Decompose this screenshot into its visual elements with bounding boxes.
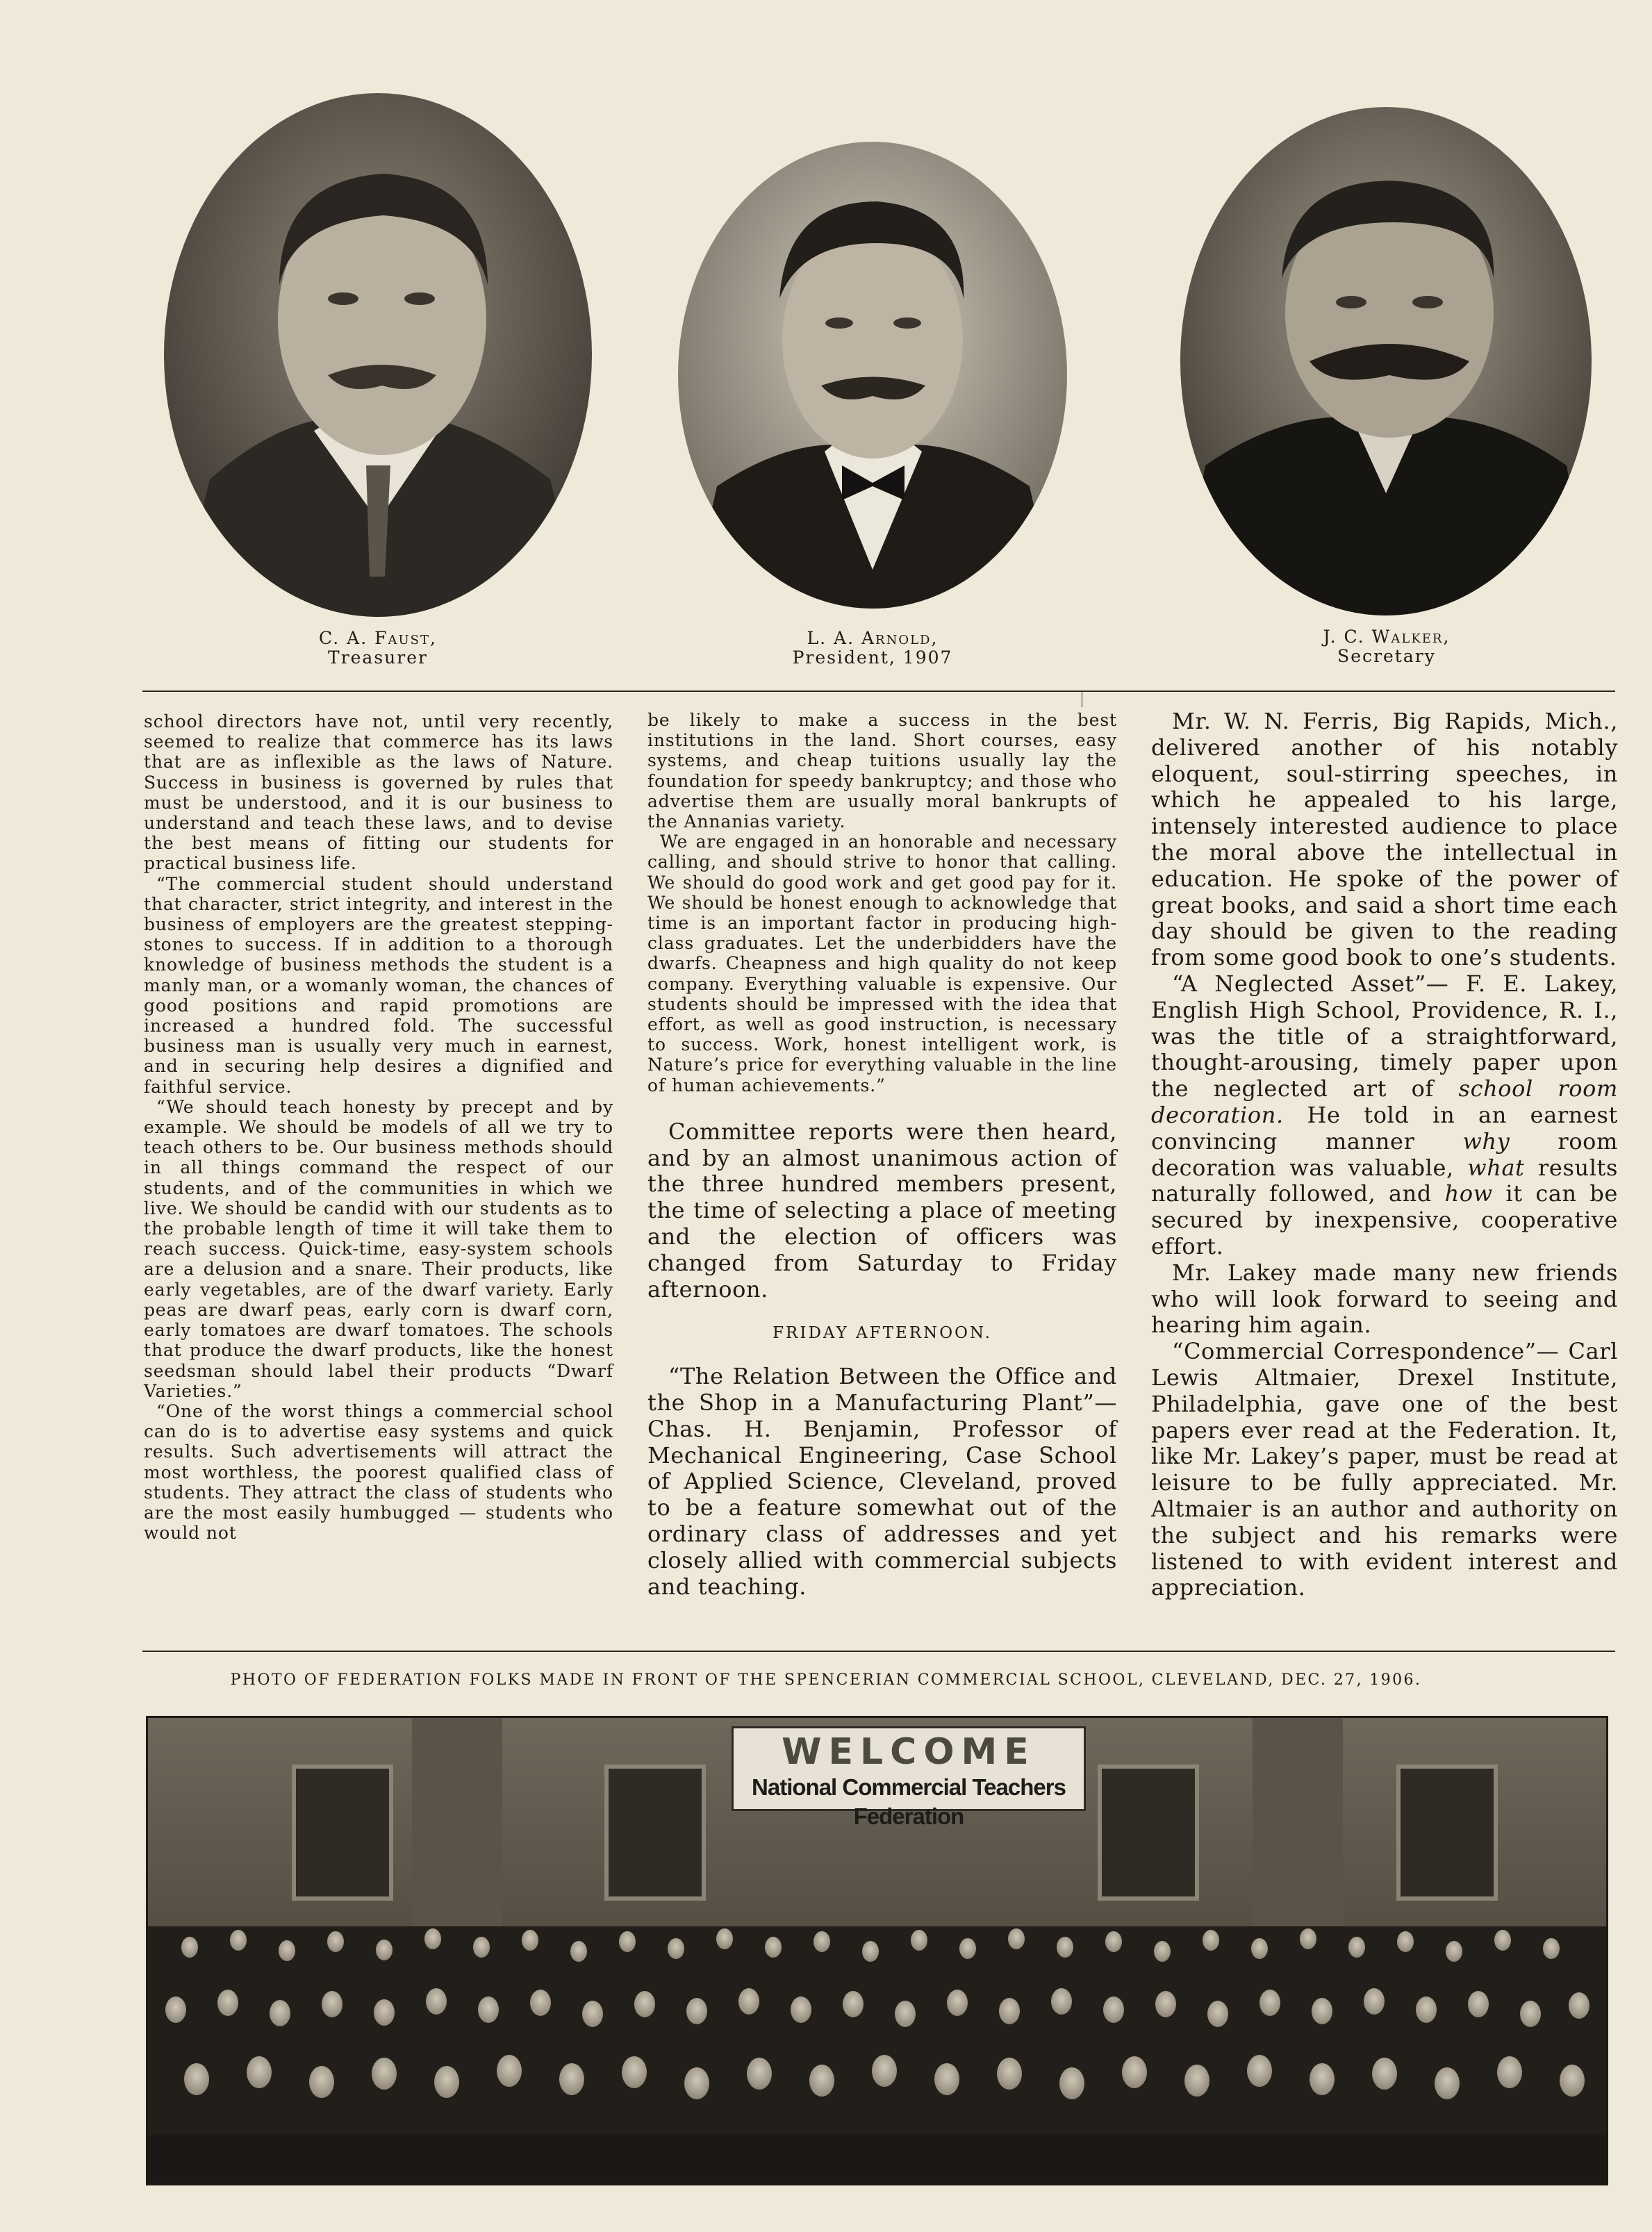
article-column-2 — [647, 710, 1117, 1600]
portrait-photo-faust — [161, 90, 595, 620]
portrait-name: L. A. Arnold, — [807, 628, 939, 648]
welcome-banner — [732, 1726, 1086, 1829]
caption-walker — [1248, 627, 1526, 666]
paragraph: Committee reports were then heard, and by an almost unanimous action of the three hundred members present, the time of selecting a place of meeting and the election of officers was changed from Saturday to Friday afternoon. — [647, 1118, 1117, 1303]
group-photo — [146, 1716, 1608, 2185]
paragraph: “The Relation Between the Office and the Shop in a Manufacturing Plant”— Chas. H. Benjamin, Professor of Mechanical Engineering, Case School of Applied Science, Cleveland, proved to be a feature somewhat out of the ordinary class of addresses and yet closely allied with commercial subjects and teaching. — [647, 1363, 1117, 1600]
paragraph: Mr. Lakey made many new friends who will look forward to seeing and hearing him again. — [1151, 1259, 1618, 1339]
portrait-title: Treasurer — [328, 647, 428, 668]
paragraph: be likely to make a success in the best institutions in the land. Short courses, easy systems, and cheap tuitions usually lay the foundation for speedy bankruptcy; and those who advertise them are usually moral bankrupts of the Annanias variety. — [647, 710, 1117, 832]
portrait-photo-arnold — [675, 139, 1070, 611]
portrait-title: Secretary — [1337, 646, 1436, 666]
photo-rule — [142, 1651, 1615, 1652]
banner-welcome-text: WELCOME — [782, 1731, 1036, 1773]
paragraph: We are engaged in an honorable and necessary calling, and should strive to honor that calling. We should do good work and get good pay for it. We should be honest enough to acknowledge that time is an important factor in producing high-class graduates. Let the underbidders have the dwarfs. Cheapness and high quality do not keep company. Everything valuable is expensive. Our students should be impressed with the idea that effort, as well as good instruction, is necessary to success. Work, honest intelligent work, is Nature’s price for everything valuable in the line of human achievements.” — [647, 832, 1117, 1096]
paragraph: “We should teach honesty by precept and by example. We should be models of all we try to teach others to be. Our business methods should in all things command the respect of our students, and of the communities in which we live. We should be candid with our students as to the probable length of time it will take them to reach success. Quick-time, easy-system schools are a delusion and a snare. Their products, like early vegetables, are of the dwarf variety. Early peas are dwarf peas, early corn is dwarf corn, early tomatoes are dwarf tomatoes. The schools that produce the dwarf products, like the honest seedsman should label their products “Dwarf Varieties.” — [144, 1096, 613, 1401]
caption-faust — [239, 629, 517, 668]
paragraph: “The commercial student should understand that character, strict integrity, and interest in the business of employers are the greatest stepping-stones to success. If in addition to a thorough knowledge of business methods the student is a manly man, or a womanly woman, the chances of good positions and rapid promotions are increased a hundred fold. The successful business man is usually very much in earnest, and in securing help desires a dignified and faithful service. — [144, 873, 613, 1097]
paragraph-neglected-asset: “A Neglected Asset”— F. E. Lakey, English High School, Providence, R. I., was the title of a straightforward, thought-arousing, timely paper upon the neglected art of school room decoration. He told in an earnest convincing manner why room decoration was valuable, what results naturally followed, and how it can be secured by inexpensive, cooperative effort. — [1151, 970, 1619, 1259]
header-rule — [142, 691, 1615, 692]
paragraph: Mr. W. N. Ferris, Big Rapids, Mich., delivered another of his notably eloquent, soul-stirring speeches, in which he appealed to his large, intensely interested audience to place the moral above the intellectual in education. He spoke of the power of great books, and said a short time each day should be given to the reading from some good book to one’s students. — [1151, 708, 1618, 971]
article-column-3 — [1151, 709, 1618, 1601]
portrait-title: President, 1907 — [792, 647, 953, 668]
banner-federation-text: National Commercial Teachers Federation — [752, 1774, 1066, 1829]
caption-arnold — [734, 629, 1011, 668]
paragraph: school directors have not, until very recently, seemed to realize that commerce has its laws that are as inflexible as the laws of Nature. Success in business is governed by rules that must be understood, and it is our business to understand and teach these laws, and to devise the best means of fitting our students for practical business life. — [144, 711, 613, 874]
section-subhead: FRIDAY AFTERNOON. — [773, 1324, 992, 1343]
paragraph: “Commercial Correspondence”— Carl Lewis Altmaier, Drexel Institute, Philadelphia, gave one of the best papers ever read at the Federation. It, like Mr. Lakey’s paper, must be read at leisure to be fully appreciated. Mr. Altmaier is an author and authority on the subject and his remarks were listened to with evident interest and appreciation. — [1151, 1338, 1618, 1601]
group-photo-caption: PHOTO OF FEDERATION FOLKS MADE IN FRONT OF THE SPENCERIAN COMMERCIAL SCHOOL, CLEVELAND, DEC. 27, 1906. — [230, 1671, 1422, 1689]
portrait-photo-walker — [1178, 104, 1594, 618]
portrait-name: C. A. Faust, — [319, 628, 437, 648]
paragraph: “One of the worst things a commercial school can do is to advertise easy systems and quick results. Such advertisements will attract the most worthless, the poorest qualified class of students. They attract the class of students who are the most easily humbugged — students who would not — [144, 1400, 613, 1544]
portrait-name: J. C. Walker, — [1323, 627, 1451, 647]
article-column-1 — [144, 711, 613, 1543]
